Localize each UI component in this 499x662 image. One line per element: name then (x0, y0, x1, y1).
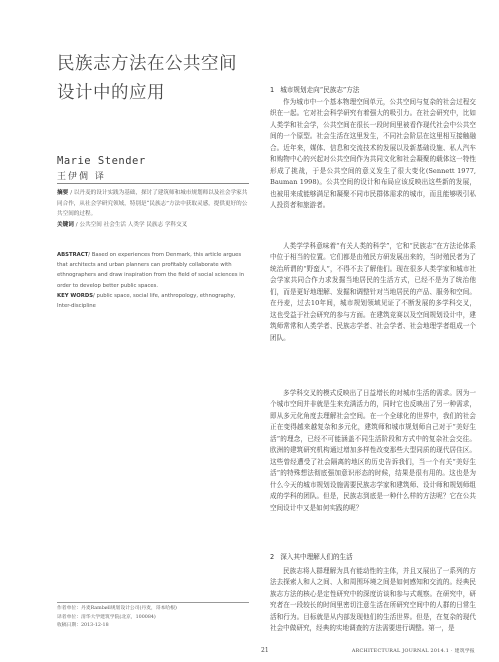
section-title: 城市规划走向“民族志”方法 (280, 86, 360, 94)
section-number: 1 (270, 86, 275, 94)
abstract-label: 摘要 (57, 190, 69, 196)
abstract-text: 以丹麦的设计实践为基础，探讨了建筑师和城市规划师以及社会学家共同合作，从社会学研究领域，特别是“民族志”方法中获取灵感，提供更好的公共空间的过程。 (57, 190, 248, 218)
page-number: 21 (261, 647, 269, 654)
author-name-en: Marie Stender (57, 155, 146, 167)
body-paragraph: 作为城市中一个基本物理空间单元，公共空间与复杂的社会过程交织在一起。它对社会科学研究有着强大的吸引力。在社会研究中，比如人类学和社会学，公共空间在很长一段时间里被看作现代社会中公共空间的一个原型。社会生活在这里发生，不同社会阶层在这里相互接触融合。近年来，媒体、信息和交流技术的发展以及新基础设施、私人汽车和购物中心的兴起对公共空间作为共同文化和社会凝聚的载体这一特性形成了挑战，于是公共空间的意义发生了很大变化(Sennett 1977, Bauman 1998)。公共空间的设计和布局应该反映出这些新的发展，也被用来成能够满足和凝聚不同市民群体需求的城市，而且能够吸引私人投资者和旅游者。 (270, 98, 476, 210)
en-abstract-label: ABSTRACT (57, 252, 89, 258)
en-keywords-text: public space, social life, anthropology, ethnography, Inter-discipline (57, 292, 236, 310)
author-divider (57, 183, 249, 184)
keywords-label: 关键词 (57, 221, 74, 228)
section-heading (270, 552, 476, 563)
right-column (270, 0, 476, 662)
footnote-divider (57, 602, 249, 603)
en-keywords-label: KEY WORDS (57, 292, 94, 299)
body-paragraph: 多学科交叉的模式反映出了日益增长的对城市生活的需求。因为一个城市空间并非就是生来充满活力的，同时它也反映出了另一种需求，即从多元化角度去理解社会空间。在一个全球化的世界中，我们的社会正在变得越来越复杂和多元化，建筑师和城市规划师自己对于“美好生活”的理念，已经不可能涵盖不同生活阶段和方式中的复杂社会交往。欧洲的建筑研究机构通过增加多样性改变那些大型同质的现代居住区。这些曾经遭受了社会隔离的地区的历史告诉我们，当一个有关“美好生活”的特殊想法彻底强加意识形态的时候，结果是很有用的。这也是为什么今天的城市规划设施需要民族志学家和建筑师、设计师和规划师组成的学科的团队。但是，民族志到底是一种什么样的方法呢？它在公共空间设计中又是如何实践的呢？ (270, 389, 476, 512)
translator-credit: 王伊倜 译 (57, 172, 106, 182)
left-column (57, 0, 249, 662)
section-heading (270, 85, 476, 96)
en-abstract-text: Based on experiences from Denmark, this article argues that architects and urban planners can profitably collaborate with ethnographers and draw inspiration from the field of social sciences in order to develop better public spaces. (57, 252, 245, 289)
body-paragraph: 民族志将人群理解为具有能动性的主体，并且又展出了一系列的方法去探索人和人之间、人和周围环境之间是如何感知和交流的。经典民族志方法的核心是定性研究中的深度访谈和参与式观察。在研究中，研究者在一段较长的时间里密切注意生活在所研究空间中的人群的日常生活和行为。目标就是从内部发现他们的生活世界。但是，在复杂的现代社会中做研究，经典的实地调查的方法需要进行调整。第一，是 (270, 567, 476, 633)
footnote-received-date: 收稿日期：2013-12-18 (57, 623, 109, 629)
footnotes (57, 605, 249, 631)
section-title: 深入其中理解人们的生活 (280, 553, 353, 561)
abstract-cn: 摘要 / 以丹麦的设计实践为基础，探讨了建筑师和城市规划师以及社会学家共同合作，从社会学研究领域，特别是“民族志”方法中获取灵感，提供更好的公共空间的过程。 关键词 / 公共空间 社会生活 人类学 民族志 学科交叉 (57, 190, 248, 228)
abstract-en: ABSTRACT/ Based on experiences from Denmark, this article argues that architects and urban planners can profitably collaborate with ethnographers and draw inspiration from the field of social sciences in order to develop better public spaces. KEY WORDS/ public space, social life, anthropology, ethnography, Inter-discipline (57, 252, 245, 310)
section-number: 2 (270, 553, 275, 561)
body-paragraph: 人类学学科意味着“有关人类的科学”，它和“民族志”在方法论体系中位于相当的位置。它们都是由殖民方研发展出来的，当时殖民者为了统治所谓的“野蛮人”，不得不去了解他们。现在很多人类学家和城市社会学家共同合作力求发掘当地居民的生活方式，已经不是为了统治他们，而是更好地理解、发掘和调整针对当地居民的产品、服务和空间。在丹麦，过去10年间，城市规划领域见证了不断发展的多学科交叉，这也受益于社会研究的参与方面。在建筑竞赛以及空间规划设计中，建筑师常常和人类学者、民族志学者、社会学者、社会地理学者组成一个团队。 (270, 242, 476, 342)
article-title: 民族志方法在公共空间设计中的应用 (57, 54, 237, 103)
keywords-text: 公共空间 社会生活 人类学 民族志 学科交叉 (79, 221, 188, 228)
journal-running-footer: ARCHITECTURAL JOURNAL 2014.1 · 建筑学报 (351, 649, 475, 654)
footnote-translator-affiliation: 译者单位：清华大学建筑学院(北京，100084) (57, 614, 156, 620)
footnote-author-affiliation: 作者单位：丹麦Rambøll规划设计公司(丹麦，哥本哈根) (57, 606, 177, 611)
